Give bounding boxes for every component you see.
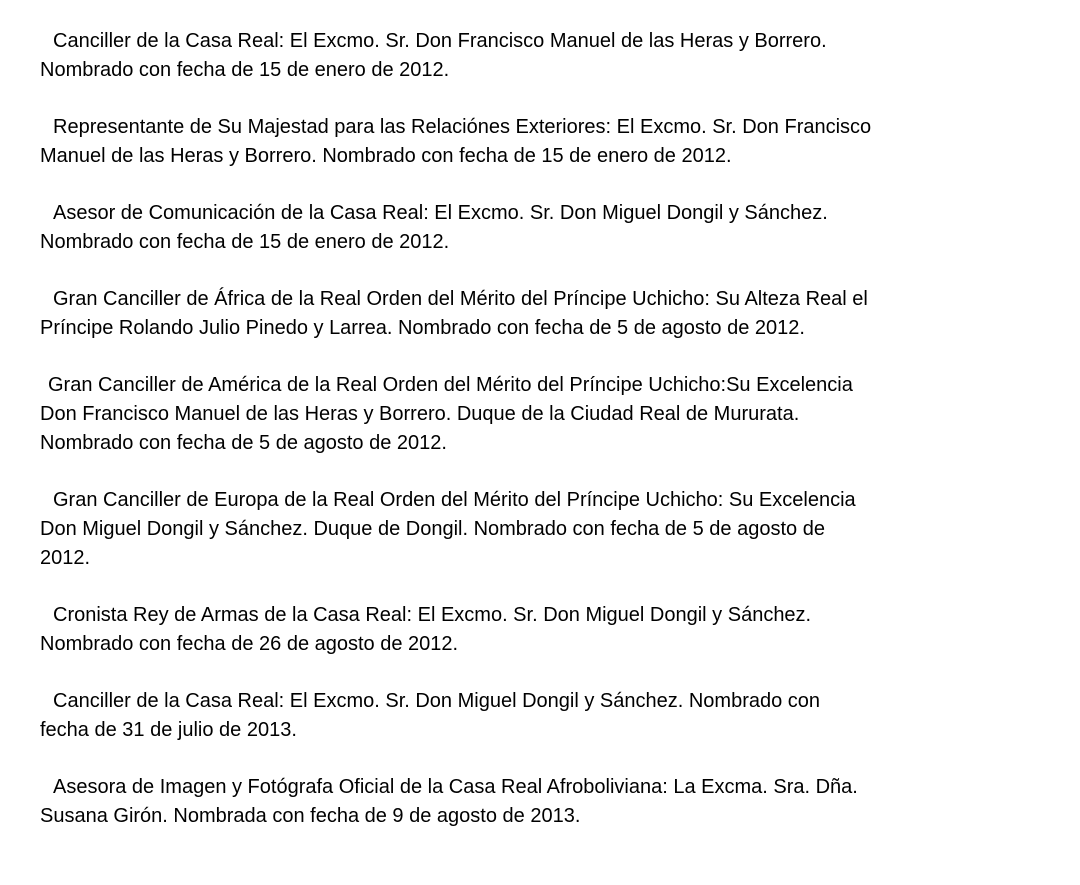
appointment-entry: Representante de Su Majestad para las Relaciónes Exteriores: El Excmo. Sr. Don Francisco Manuel de las Heras y Borrero. Nombrado con fecha de 15 de enero de 2012.	[40, 116, 872, 167]
appointment-entry: Asesora de Imagen y Fotógrafa Oficial de la Casa Real Afroboliviana: La Excma. Sra. Dña. Susana Girón. Nombrada con fecha de 9 de agosto de 2013.	[40, 776, 858, 827]
appointment-entry: Gran Canciller de África de la Real Orden del Mérito del Príncipe Uchicho: Su Alteza Real el Príncipe Rolando Julio Pinedo y Larrea. Nombrado con fecha de 5 de agosto de 2012.	[40, 288, 868, 339]
appointment-entry: Asesor de Comunicación de la Casa Real: El Excmo. Sr. Don Miguel Dongil y Sánchez. Nombrado con fecha de 15 de enero de 2012.	[40, 202, 828, 253]
appointment-entry: Cronista Rey de Armas de la Casa Real: El Excmo. Sr. Don Miguel Dongil y Sánchez. Nombrado con fecha de 26 de agosto de 2012.	[40, 604, 812, 655]
appointment-entry: Gran Canciller de Europa de la Real Orden del Mérito del Príncipe Uchicho: Su Excelencia Don Miguel Dongil y Sánchez. Duque de Dongil. Nombrado con fecha de 5 de agosto de 2012.	[40, 489, 856, 569]
appointment-entry: Gran Canciller de América de la Real Orden del Mérito del Príncipe Uchicho:Su Excelencia Don Francisco Manuel de las Heras y Borrero. Duque de la Ciudad Real de Mururata. Nombrado con fecha de 5 de agosto de 2012.	[40, 374, 853, 454]
appointment-entry: Canciller de la Casa Real: El Excmo. Sr. Don Miguel Dongil y Sánchez. Nombrado con fecha de 31 de julio de 2013.	[40, 690, 821, 741]
appointment-entry: Canciller de la Casa Real: El Excmo. Sr. Don Francisco Manuel de las Heras y Borrero. Nombrado con fecha de 15 de enero de 2012.	[40, 30, 827, 81]
